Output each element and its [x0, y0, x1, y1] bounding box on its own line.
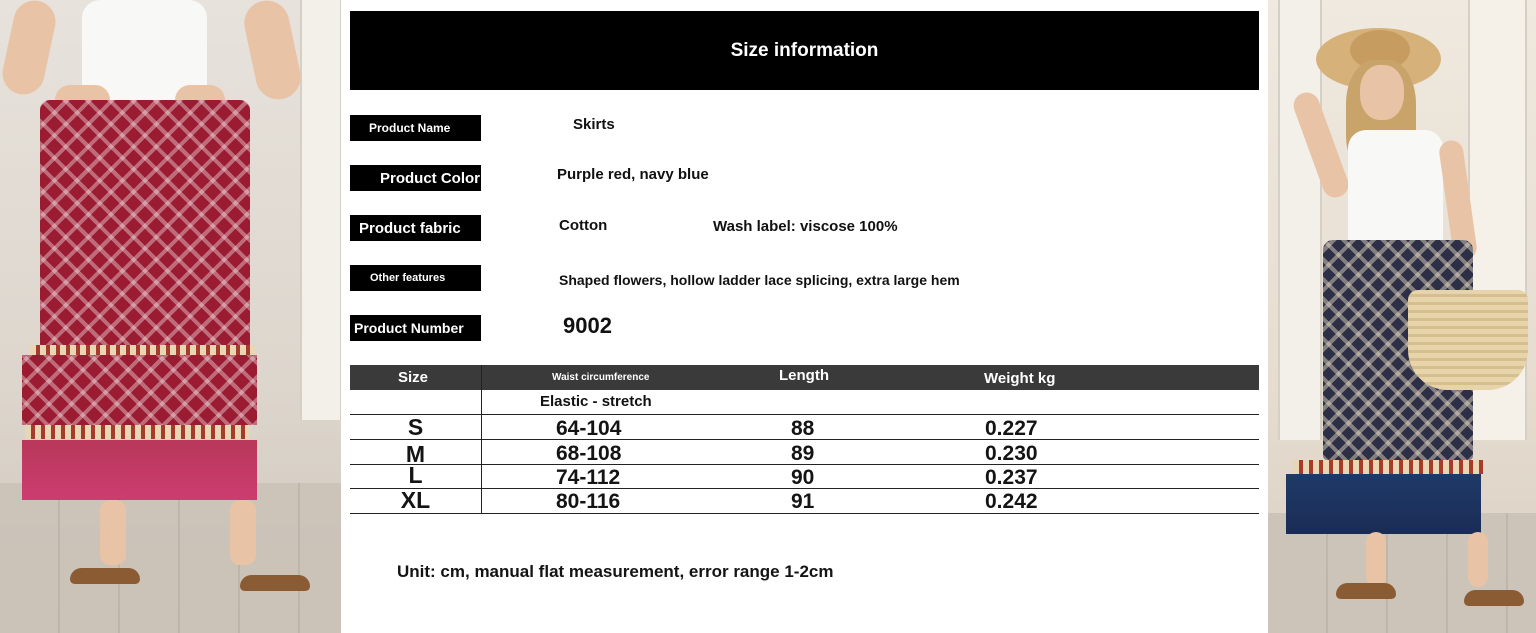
label-product-number: Product Number: [350, 315, 481, 341]
value-product-fabric: Cotton: [559, 217, 608, 234]
table-cell-weight: 0.227: [985, 417, 1038, 440]
product-photo-navy-blue: [1268, 0, 1536, 633]
col-size: Size: [398, 369, 429, 386]
label-product-color: Product Color: [350, 165, 481, 191]
table-cell-length: 90: [791, 466, 815, 489]
table-cell-weight: 0.242: [985, 490, 1038, 513]
col-weight: Weight kg: [984, 370, 1056, 387]
label-product-name: Product Name: [350, 115, 481, 141]
product-photo-purple-red: [0, 0, 341, 633]
size-info-sheet: [341, 0, 1268, 633]
table-row-size: L: [408, 462, 423, 488]
table-cell-weight: 0.230: [985, 442, 1038, 465]
waist-subheader: Elastic - stretch: [540, 393, 652, 410]
size-table-header: [350, 365, 1259, 390]
table-cell-waist: 80-116: [556, 490, 621, 513]
value-product-color: Purple red, navy blue: [557, 166, 709, 183]
measurement-note: Unit: cm, manual flat measurement, error range 1-2cm: [397, 562, 834, 581]
table-cell-waist: 74-112: [556, 466, 621, 489]
value-other-features: Shaped flowers, hollow ladder lace splicing, extra large hem: [559, 272, 960, 288]
table-row-size: M: [405, 441, 426, 467]
table-cell-length: 88: [791, 417, 815, 440]
table-cell-waist: 68-108: [556, 442, 622, 465]
value-wash-label: Wash label: viscose 100%: [713, 218, 898, 235]
value-product-name: Skirts: [573, 116, 615, 133]
col-length: Length: [779, 367, 829, 384]
table-cell-waist: 64-104: [556, 417, 622, 440]
label-product-fabric: Product fabric: [350, 215, 481, 241]
table-cell-weight: 0.237: [985, 466, 1038, 489]
value-product-number: 9002: [563, 313, 612, 338]
table-row-size: S: [407, 414, 424, 440]
table-cell-length: 91: [791, 490, 815, 513]
table-cell-length: 89: [791, 442, 815, 465]
col-waist: Waist circumference: [552, 372, 650, 383]
page-title: Size information: [350, 11, 1259, 90]
table-row-size: XL: [400, 487, 431, 513]
label-other-features: Other features: [350, 265, 481, 291]
